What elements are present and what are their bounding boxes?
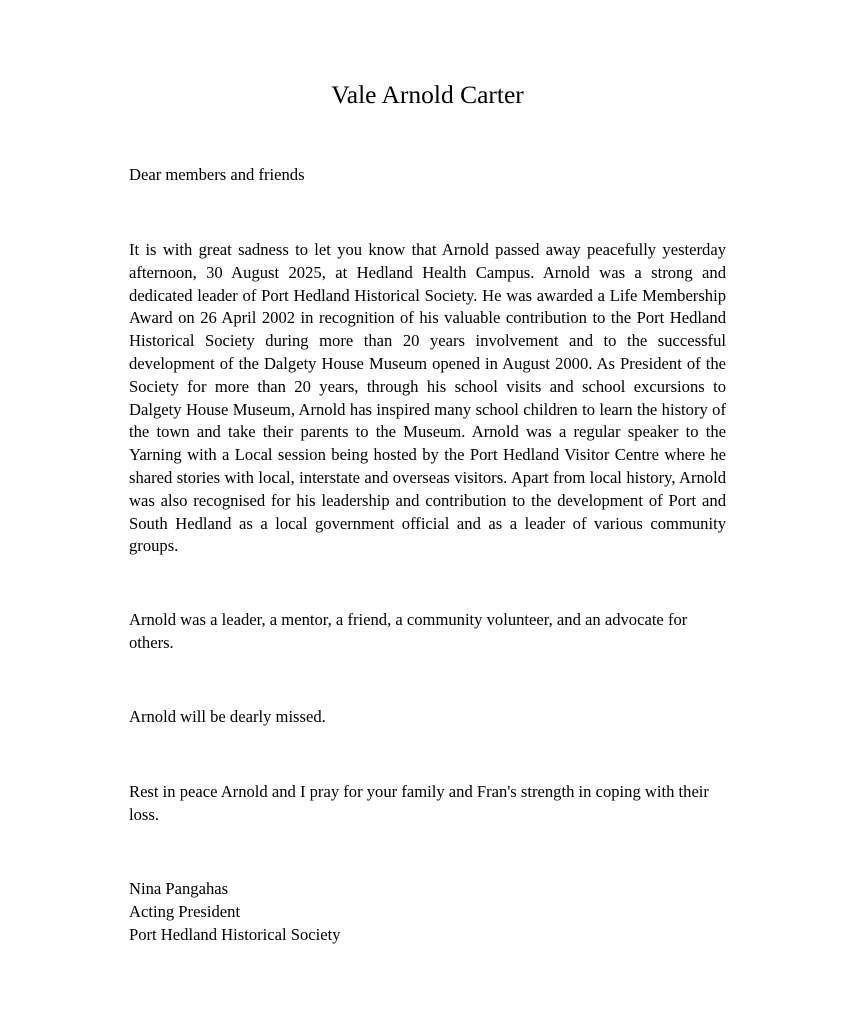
signature-name: Nina Pangahas [129, 879, 229, 898]
signature-organisation: Port Hedland Historical Society [129, 924, 341, 944]
signature-role: Acting President [129, 901, 241, 921]
rest-in-peace-paragraph: Rest in peace Arnold and I pray for your family and Fran's strength in coping with their loss. [129, 782, 709, 824]
greeting: Dear members and friends [129, 165, 305, 184]
tribute-paragraph: It is with great sadness to let you know that Arnold passed away peacefully yesterday afternoon, 30 August 2025, at Hedland Health Campus. Arnold was a strong and dedicated leader of Port Hedland Historical Society. He was awarded a Life Membership Award on 26 April 2002 in recognition of his valuable contribution to the Port Hedland Historical Society during more than 20 years involvement and to the successful development of the Dalgety House Museum opened in August 2000. As President of the Society for more than 20 years, through his school visits and school excursions to Dalgety House Museum, Arnold has inspired many school children to learn the history of the town and take their parents to the Museum. Arnold was a regular speaker to the Yarning with a Local session being hosted by the Port Hedland Visitor Centre where he shared stories with local, interstate and overseas visitors. Apart from local history, Arnold was also recognised for his leadership and contribution to the development of Port and South Hedland as a local government official and as a leader of various community groups. [129, 240, 726, 556]
document-title: Vale Arnold Carter [331, 80, 524, 109]
leader-paragraph: Arnold was a leader, a mentor, a friend, a community volunteer, and an advocate for others. [129, 610, 688, 652]
missed-paragraph: Arnold will be dearly missed. [129, 707, 326, 726]
signature-block [129, 878, 726, 946]
